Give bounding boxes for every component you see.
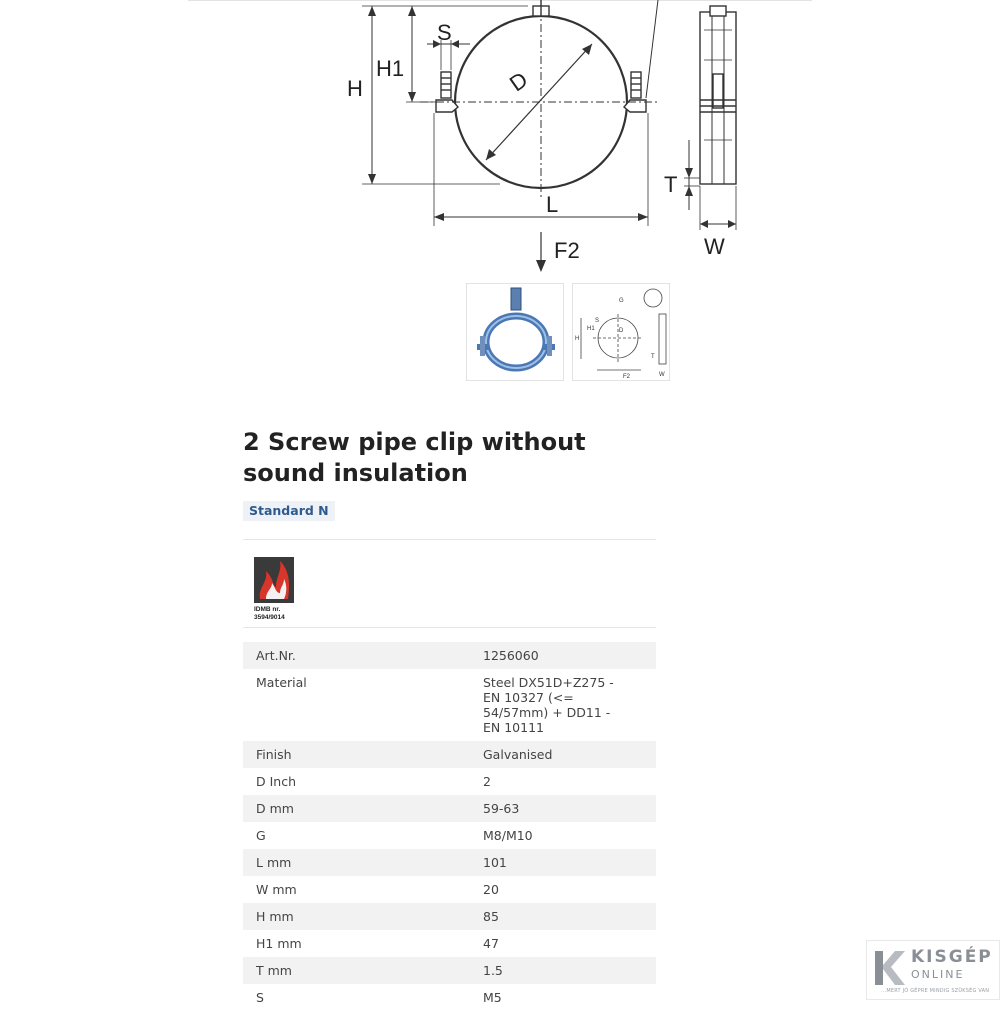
kisgep-logo-icon xyxy=(873,949,907,987)
thumb-label-f2: F2 xyxy=(623,374,631,380)
spec-key: D Inch xyxy=(256,774,297,789)
product-photo-thumbnail[interactable] xyxy=(466,283,564,381)
specifications-table xyxy=(243,642,656,1011)
spec-value: 1256060 xyxy=(483,648,539,663)
spec-row-g xyxy=(243,822,656,849)
spec-key: L mm xyxy=(256,855,292,870)
spec-key: S xyxy=(256,990,264,1005)
thumb-label-h1: H1 xyxy=(587,326,595,332)
spec-key: G xyxy=(256,828,266,843)
spec-key: T mm xyxy=(256,963,292,978)
spec-value: 101 xyxy=(483,855,507,870)
label-s: S xyxy=(437,20,452,45)
spec-key: Finish xyxy=(256,747,292,762)
drawing-thumbnail-icon xyxy=(573,284,669,380)
pipe-clip-photo-icon xyxy=(467,284,563,380)
spec-key: W mm xyxy=(256,882,297,897)
spec-value: 2 xyxy=(483,774,491,789)
spec-key: H1 mm xyxy=(256,936,302,951)
kisgep-online-watermark xyxy=(866,940,1000,1000)
fire-certificate-logo-icon xyxy=(254,557,294,621)
brand-name: KISGÉP xyxy=(911,947,993,967)
technical-drawing-thumbnail[interactable] xyxy=(572,283,670,381)
certificate-line-1: IDMB nr. xyxy=(254,606,281,613)
spec-row-l-mm xyxy=(243,849,656,876)
spec-value: M8/M10 xyxy=(483,828,533,843)
spec-row-finish xyxy=(243,741,656,768)
label-h1: H1 xyxy=(376,56,405,81)
label-w: W xyxy=(704,234,725,259)
spec-key: Material xyxy=(256,675,307,690)
label-l: L xyxy=(546,192,559,217)
thumb-label-s: S xyxy=(595,318,600,324)
brand-sub: ONLINE xyxy=(911,968,965,981)
spec-row-art-nr xyxy=(243,642,656,669)
thumb-label-w: W xyxy=(659,372,665,378)
spec-key: Art.Nr. xyxy=(256,648,296,663)
section-divider xyxy=(243,627,656,628)
spec-value: 47 xyxy=(483,936,499,951)
spec-value: 1.5 xyxy=(483,963,503,978)
label-f2: F2 xyxy=(554,238,580,263)
label-h: H xyxy=(347,76,363,101)
spec-value: 20 xyxy=(483,882,499,897)
certificate-line-2: 3594/9014 xyxy=(254,614,285,621)
thumb-label-h: H xyxy=(575,336,580,342)
spec-row-d-mm xyxy=(243,795,656,822)
spec-row-h1-mm xyxy=(243,930,656,957)
spec-row-d-inch xyxy=(243,768,656,795)
spec-value: Galvanised xyxy=(483,747,553,762)
spec-row-s xyxy=(243,984,656,1011)
standard-badge: Standard N xyxy=(243,501,335,521)
brand-tagline: ...MERT JÓ GÉPRE MINDIG SZÜKSÉG VAN xyxy=(881,988,990,994)
spec-value: 85 xyxy=(483,909,499,924)
section-divider xyxy=(243,539,656,540)
label-d: D xyxy=(504,66,533,97)
product-title: 2 Screw pipe clip without sound insulation xyxy=(243,428,586,487)
spec-row-h-mm xyxy=(243,903,656,930)
spec-value: 59-63 xyxy=(483,801,520,816)
thumb-label-g: G xyxy=(619,298,624,304)
thumb-label-d: D xyxy=(619,328,624,334)
spec-key: D mm xyxy=(256,801,294,816)
label-t: T xyxy=(664,172,678,197)
spec-row-t-mm xyxy=(243,957,656,984)
thumb-label-t: T xyxy=(651,354,655,360)
spec-row-w-mm xyxy=(243,876,656,903)
spec-value: M5 xyxy=(483,990,502,1005)
spec-value: Steel DX51D+Z275 - EN 10327 (<= 54/57mm) + DD11 - EN 10111 xyxy=(483,675,614,735)
pipe-clip-technical-drawing xyxy=(330,0,750,275)
spec-row-material xyxy=(243,669,656,741)
spec-key: H mm xyxy=(256,909,294,924)
